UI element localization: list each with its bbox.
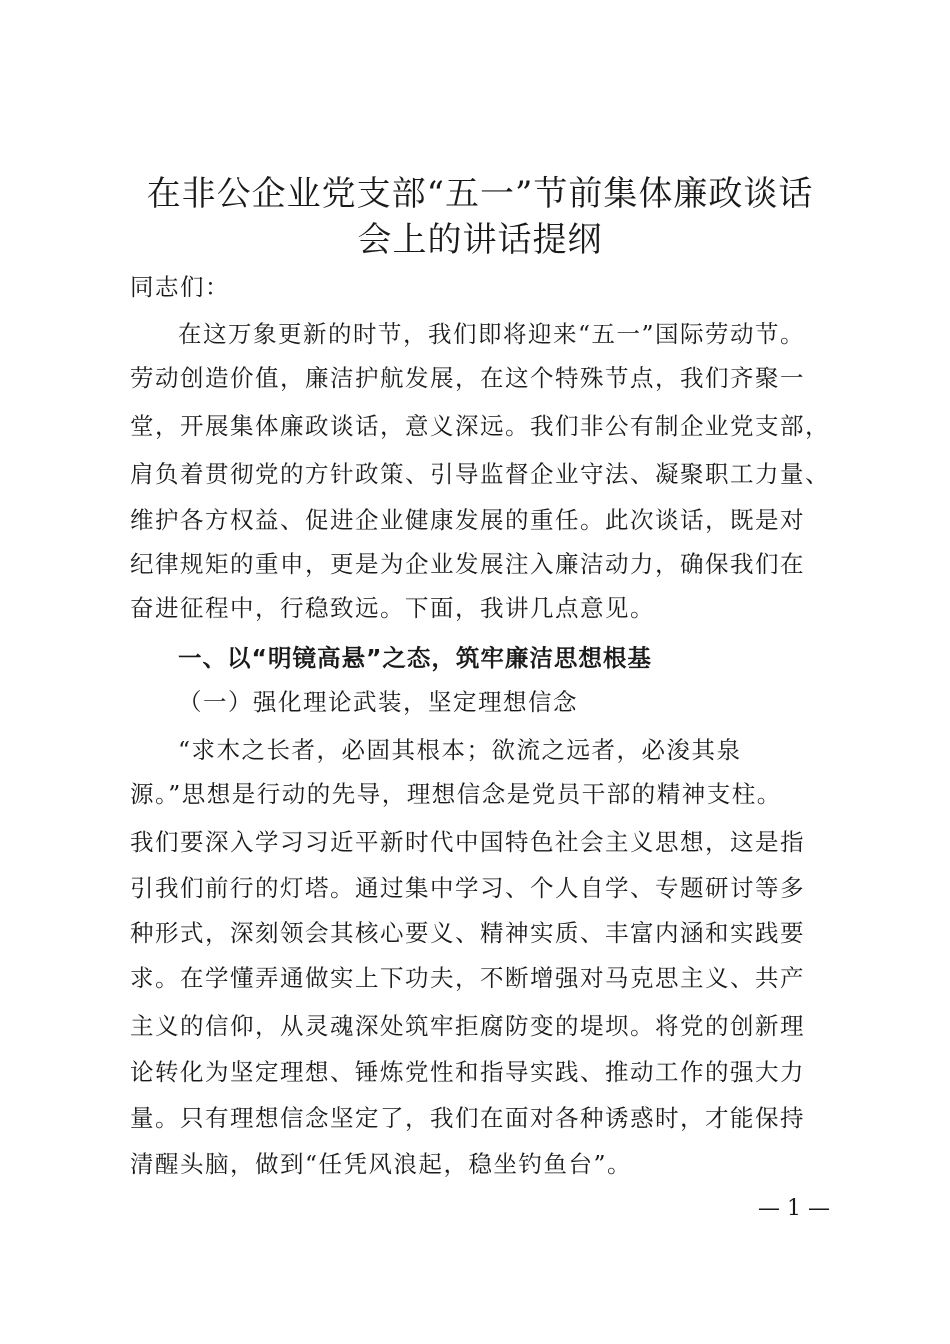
body-line: 源。”思想是行动的先导，理想信念是党员干部的精神支柱。	[130, 780, 782, 808]
intro-line: 劳动创造价值，廉洁护航发展，在这个特殊节点，我们齐聚一	[130, 364, 805, 392]
subsection-heading: （一）强化理论武装，坚定理想信念	[178, 688, 578, 716]
intro-line: 肩负着贯彻党的方针政策、引导监督企业守法、凝聚职工力量、	[130, 460, 830, 488]
intro-line: 堂，开展集体廉政谈话，意义深远。我们非公有制企业党支部，	[130, 412, 830, 440]
document-title-line-1: 在非公企业党支部“五一”节前集体廉政谈话	[146, 174, 814, 214]
body-line: 清醒头脑，做到“任凭风浪起，稳坐钓鱼台”。	[130, 1150, 633, 1178]
document-title-line-2: 会上的讲话提纲	[357, 220, 603, 260]
body-line: 我们要深入学习习近平新时代中国特色社会主义思想，这是指	[130, 828, 805, 856]
body-line: 主义的信仰，从灵魂深处筑牢拒腐防变的堤坝。将党的创新理	[130, 1012, 805, 1040]
body-line: 种形式，深刻领会其核心要义、精神实质、丰富内涵和实践要	[130, 919, 805, 947]
intro-line: 在这万象更新的时节，我们即将迎来“五一”国际劳动节。	[178, 320, 806, 348]
intro-line: 纪律规矩的重申，更是为企业发展注入廉洁动力，确保我们在	[130, 550, 805, 578]
section-heading: 一、以“明镜高悬”之态，筑牢廉洁思想根基	[178, 644, 652, 672]
body-line: 求。在学懂弄通做实上下功夫，不断增强对马克思主义、共产	[130, 964, 805, 992]
body-line: 论转化为坚定理想、锤炼党性和指导实践、推动工作的强大力	[130, 1058, 805, 1086]
body-line: “求木之长者，必固其根本；欲流之远者，必浚其泉	[178, 736, 742, 764]
page-number: — 1 —	[758, 1196, 830, 1221]
body-line: 量。只有理想信念坚定了，我们在面对各种诱惑时，才能保持	[130, 1104, 805, 1132]
intro-line: 维护各方权益、促进企业健康发展的重任。此次谈话，既是对	[130, 506, 805, 534]
body-line: 引我们前行的灯塔。通过集中学习、个人自学、专题研讨等多	[130, 874, 805, 902]
intro-line: 奋进征程中，行稳致远。下面，我讲几点意见。	[130, 594, 655, 622]
salutation: 同志们：	[130, 273, 230, 301]
